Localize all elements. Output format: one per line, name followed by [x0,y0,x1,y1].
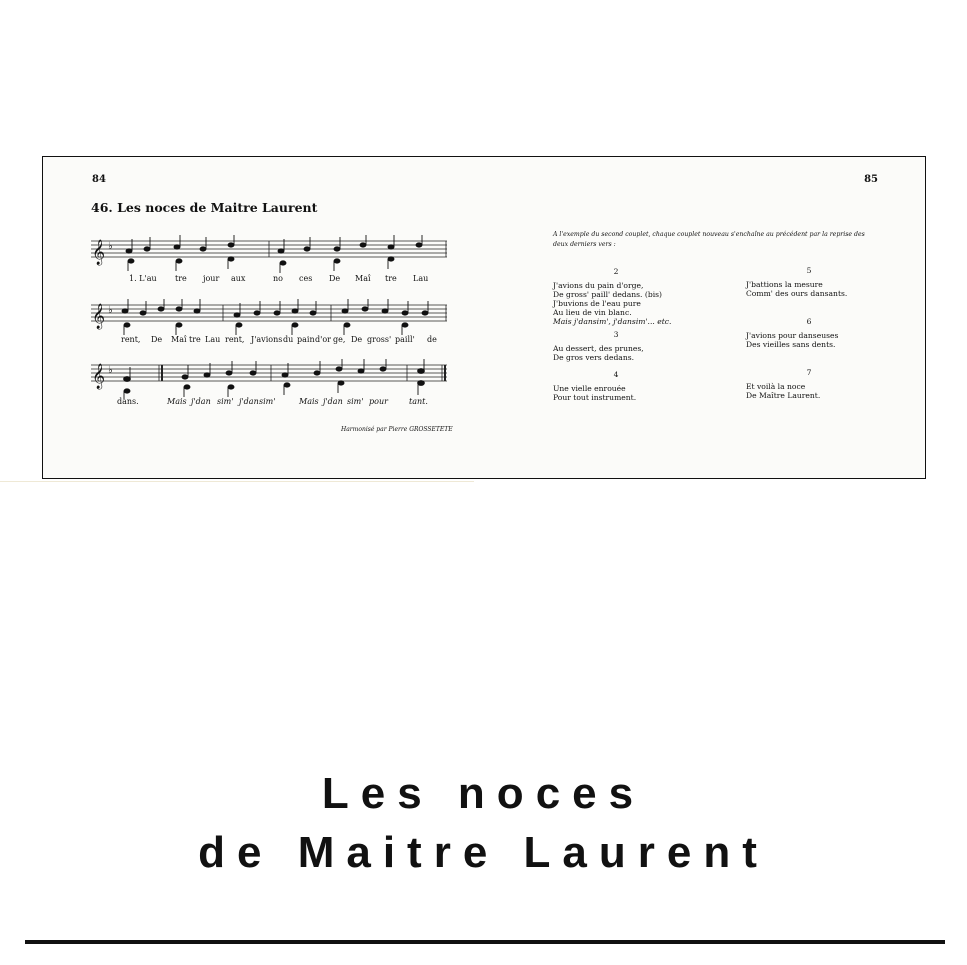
syllable: paill' [395,335,415,344]
svg-text:♭: ♭ [108,241,113,252]
verse-line: J'avions pour danseuses [746,330,839,340]
verse-refrain: Mais j'dansim', j'dansim'... etc. [553,316,672,326]
staff-notation-2 [91,299,447,339]
syllable: 1. L'au [129,274,157,283]
caption-title-line-2: de Maitre Laurent [198,828,769,877]
syllable: gross' [367,335,392,344]
songbook-scan [42,156,926,479]
syllable: Maî [355,274,371,283]
verse-number: 4 [613,370,619,379]
verse-7 [746,369,872,401]
verse-line: Au lieu de vin blanc. [553,307,632,317]
verse-line: Comm' des ours dansants. [746,288,848,298]
verse-number: 2 [613,267,619,276]
music-staff-3 [91,359,447,419]
verse-line: Une vielle enrouée [553,383,626,393]
verses-intro: A l'exemple du second couplet, chaque couplet nouveau s'enchaîne au précédent par la reprise des deux derniers vers : [553,231,865,248]
verse-line: J'buvions de l'eau pure [553,298,641,308]
song-title: 46. Les noces de Maitre Laurent [91,200,318,215]
svg-text:𝄞: 𝄞 [92,364,106,389]
svg-text:𝄞: 𝄞 [92,240,106,265]
verse-line: Pour tout instrument. [553,392,637,402]
syllable: tre [175,274,187,283]
verse-line: J'avions du pain d'orge, [553,280,644,290]
syllable: jour [203,274,220,283]
verse-4 [553,371,679,403]
verse-line: De gros vers dedans. [553,352,635,362]
verse-line: Et voilà la noce [746,381,806,391]
verse-6 [746,318,872,350]
syllable: sim' [259,397,276,406]
syllable: j'dan [323,397,343,406]
syllable: rent, [121,335,141,344]
scan-edge-line [0,481,474,482]
syllable: j'dan [239,397,259,406]
verse-number: 3 [613,330,619,339]
verse-number: 5 [806,266,812,275]
syllable: pain [297,335,315,344]
syllable: dans. [117,397,139,406]
staff-notation-3 [91,359,447,399]
syllable: Mais [167,397,187,406]
syllable: De [151,335,163,344]
syllable: ces [299,274,313,283]
syllable: sim' [217,397,234,406]
staff-notation-1 [91,235,447,275]
syllable: Lau [205,335,221,344]
syllable: De [351,335,363,344]
syllable: rent, [225,335,245,344]
svg-text:♭: ♭ [108,305,113,316]
syllable: J'avions [251,335,283,344]
verse-3 [553,331,679,363]
syllable: Lau [413,274,429,283]
verse-number: 7 [806,368,812,377]
verse-line: J'battions la mesure [746,279,823,289]
syllable: ge, [333,335,346,344]
page-number-left: 84 [92,174,106,185]
verse-number: 6 [806,317,812,326]
verse-line: De gross' paill' dedans. (bis) [553,289,663,299]
syllable: sim' [347,397,364,406]
syllable: du [283,335,294,344]
verse-2 [553,268,679,326]
svg-text:♭: ♭ [108,365,113,376]
bottom-rule [25,940,945,944]
verse-line: De Maître Laurent. [746,390,821,400]
syllable: d'or [315,335,331,344]
verse-line: Au dessert, des prunes, [553,343,644,353]
syllable: aux [231,274,246,283]
verse-line: Des vieilles sans dents. [746,339,836,349]
verse-5 [746,267,872,299]
syllable: Mais [299,397,319,406]
svg-text:𝄞: 𝄞 [92,304,106,329]
syllable: de [427,335,437,344]
harmonization-credit: Harmonisé par Pierre GROSSETETE [341,426,453,433]
syllable: tre [189,335,201,344]
syllable: no [273,274,283,283]
music-staff-2 [91,299,447,359]
syllable: De [329,274,341,283]
page-number-right: 85 [864,174,878,185]
syllable: j'dan [191,397,211,406]
caption-title-line-1: Les noces [321,769,646,818]
syllable: Maî [171,335,187,344]
music-staff-1 [91,235,447,295]
syllable: tant. [409,397,428,406]
syllable: tre [385,274,397,283]
syllable: pour [369,397,388,406]
